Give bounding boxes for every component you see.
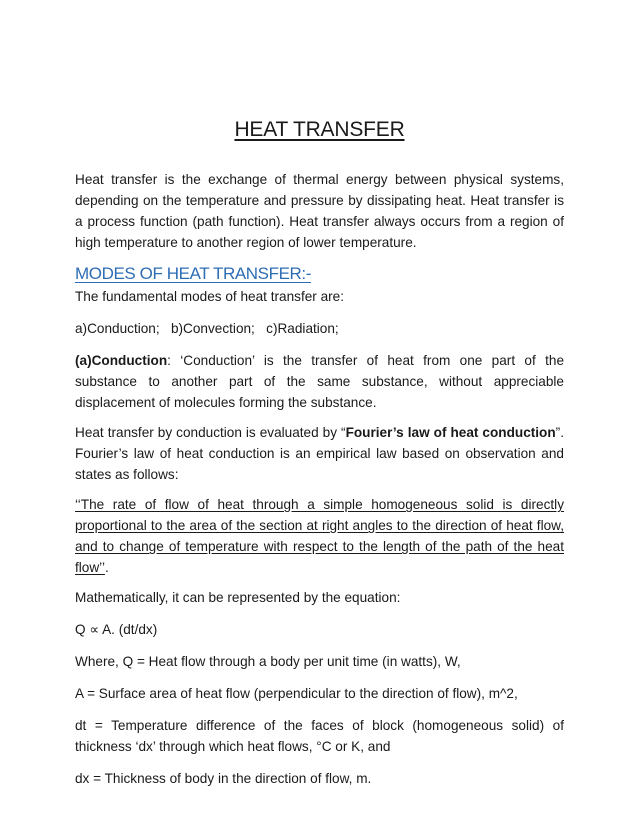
conduction-paragraph — [75, 350, 564, 413]
conduction-label: (a)Conduction — [75, 353, 168, 368]
fourier-post: ”. Fourier’s law of heat conduction is an empirical law based on observation and states as follows: — [75, 425, 564, 482]
section-heading-modes: MODES OF HEAT TRANSFER:- — [75, 264, 311, 283]
fourier-paragraph — [75, 422, 564, 485]
law-statement-end: . — [104, 560, 109, 575]
fourier-pre: Heat transfer by conduction is evaluated by “ — [75, 425, 346, 440]
modes-list-text: a)Conduction; b)Convection; c)Radiation; — [75, 321, 339, 336]
definition-dx: dx = Thickness of body in the direction of flow, m. — [75, 771, 372, 786]
math-intro: Mathematically, it can be represented by the equation: — [75, 590, 401, 605]
document-title: HEAT TRANSFER — [234, 118, 405, 141]
definition-dt: dt = Temperature difference of the faces of block (homogeneous solid) of thickness ‘dx’ through which heat flows, °C or K, and — [75, 718, 564, 754]
conduction-text: : ‘Conduction’ is the transfer of heat from one part of the substance to another part of the same substance, without appreciable displacement of molecules forming the substance. — [75, 353, 564, 410]
modes-intro: The fundamental modes of heat transfer are: — [75, 289, 345, 304]
modes-list — [75, 318, 564, 339]
law-statement-paragraph — [75, 494, 564, 578]
intro-paragraph: Heat transfer is the exchange of thermal energy between physical systems, depending on the temperature and pressure by dissipating heat. Heat transfer is a process function (path function). Heat transfer always occurs from a region of high temperature to another region of lower temperature. — [75, 172, 564, 250]
definition-a: A = Surface area of heat flow (perpendicular to the direction of flow), m^2, — [75, 686, 518, 701]
definition-q: Where, Q = Heat flow through a body per unit time (in watts), W, — [75, 654, 461, 669]
fourier-law-name: Fourier’s law of heat conduction — [345, 425, 556, 440]
equation: Q ∝ A. (dt/dx) — [75, 622, 158, 637]
law-statement: ‘‘The rate of flow of heat through a simple homogeneous solid is directly proportional to the area of the section at right angles to the direction of heat flow, and to change of temperature with respect to the length of the path of the heat flow’’ — [75, 497, 564, 575]
